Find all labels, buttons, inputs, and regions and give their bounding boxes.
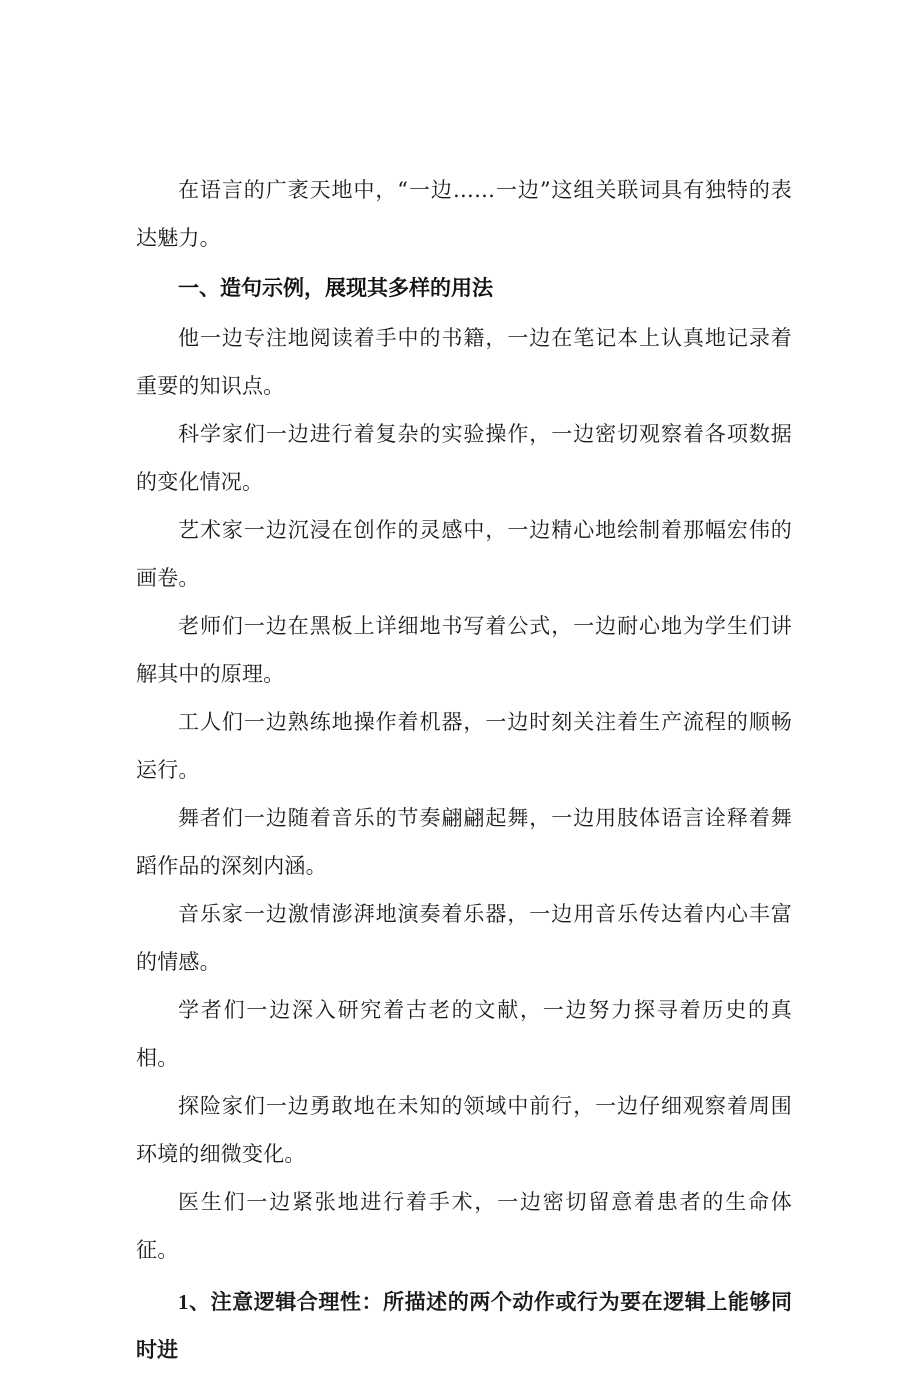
example-sentence: 艺术家一边沉浸在创作的灵感中，一边精心地绘制着那幅宏伟的画卷。	[136, 518, 792, 590]
example-sentence: 工人们一边熟练地操作着机器，一边时刻关注着生产流程的顺畅运行。	[136, 710, 792, 782]
example-sentence: 科学家们一边进行着复杂的实验操作，一边密切观察着各项数据的变化情况。	[136, 422, 792, 494]
point-number: 1	[178, 1290, 189, 1314]
example-sentence: 医生们一边紧张地进行着手术，一边密切留意着患者的生命体征。	[136, 1190, 792, 1262]
example-sentence: 音乐家一边激情澎湃地演奏着乐器，一边用音乐传达着内心丰富的情感。	[136, 902, 792, 974]
example-sentence: 学者们一边深入研究着古老的文献，一边努力探寻着历史的真相。	[136, 998, 792, 1070]
point-heading	[136, 1278, 792, 1374]
intro-paragraph: 在语言的广袤天地中，“一边……一边”这组关联词具有独特的表达魅力。	[136, 178, 792, 250]
example-sentence: 他一边专注地阅读着手中的书籍，一边在笔记本上认真地记录着重要的知识点。	[136, 326, 792, 398]
section-heading: 一、造句示例，展现其多样的用法	[178, 276, 493, 300]
example-sentence: 探险家们一边勇敢地在未知的领域中前行，一边仔细观察着周围环境的细微变化。	[136, 1094, 792, 1166]
document-body	[136, 166, 792, 1374]
example-sentence: 舞者们一边随着音乐的节奏翩翩起舞，一边用肢体语言诠释着舞蹈作品的深刻内涵。	[136, 806, 792, 878]
example-sentence: 老师们一边在黑板上详细地书写着公式，一边耐心地为学生们讲解其中的原理。	[136, 614, 792, 686]
point-text: 、注意逻辑合理性：所描述的两个动作或行为要在逻辑上能够同时进	[136, 1289, 792, 1362]
